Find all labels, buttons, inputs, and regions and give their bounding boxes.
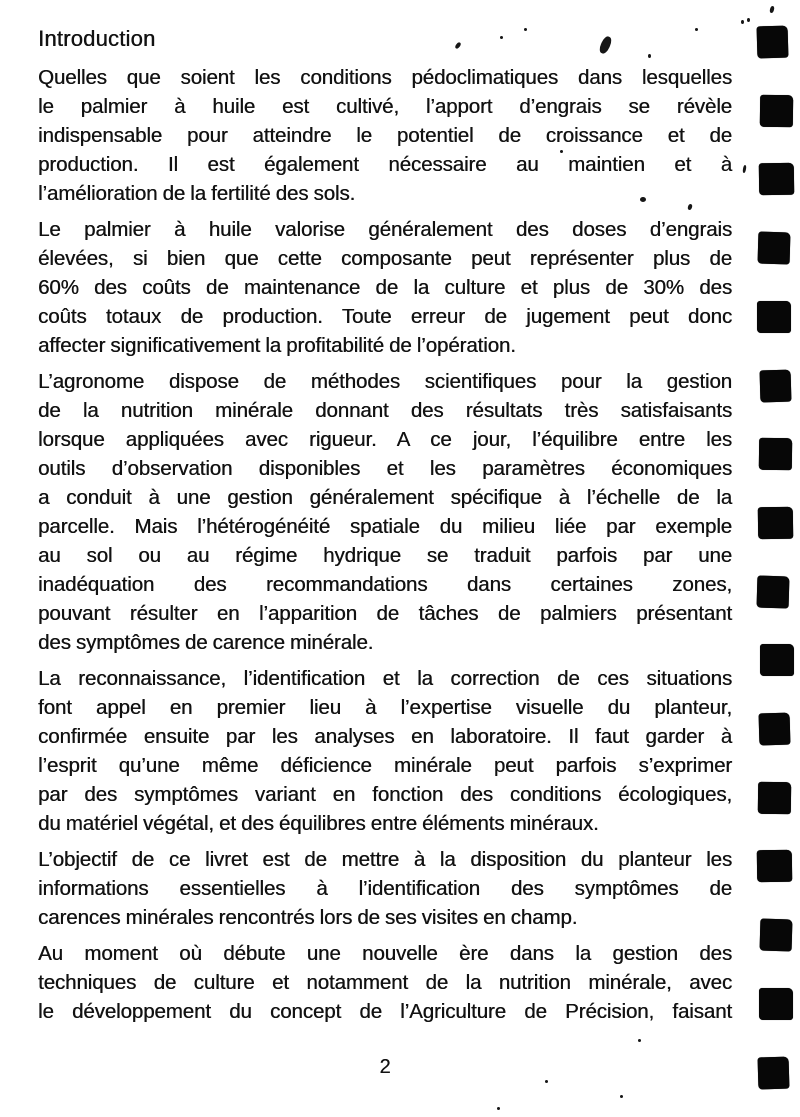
binding-mark — [757, 850, 792, 882]
binding-mark — [758, 232, 791, 265]
binding-mark — [758, 782, 791, 814]
text-line: outils d’observation disponibles et les paramètres économiques — [38, 457, 732, 480]
text-line: Quelles que soient les conditions pédoclimatiques dans lesquelles — [38, 66, 732, 89]
scan-speck — [638, 1039, 641, 1042]
binding-mark — [759, 713, 791, 746]
text-line: le palmier à huile est cultivé, l’apport d’engrais se révèle — [38, 95, 732, 118]
text-line: le développement du concept de l’Agriculture de Précision, faisant — [38, 1000, 732, 1023]
text-line: élevées, si bien que cette composante peut représenter plus de — [38, 247, 732, 270]
text-line: de la nutrition minérale donnant des résultats très satisfaisants — [38, 399, 732, 422]
binding-mark — [760, 644, 794, 676]
text-line: affecter significativement la profitabilité de l’opération. — [38, 334, 516, 357]
binding-mark — [758, 1057, 790, 1090]
text-line: carences minérales rencontrés lors de ses visites en champ. — [38, 906, 578, 929]
binding-mark — [758, 507, 793, 539]
scan-speck — [620, 1095, 623, 1098]
binding-mark — [760, 370, 792, 403]
text-line: a conduit à une gestion généralement spécifique à l’échelle de la — [38, 486, 732, 509]
text-line: l’esprit qu’une même déficience minérale peut parfois s’exprimer — [38, 754, 732, 777]
text-line: l’amélioration de la fertilité des sols. — [38, 182, 356, 205]
binding-mark — [759, 163, 794, 195]
page-number: 2 — [379, 1056, 391, 1078]
scan-speck — [769, 6, 775, 14]
text-line: confirmée ensuite par les analyses en laboratoire. Il faut garder à — [38, 725, 732, 748]
text-line: 60% des coûts de maintenance de la culture et plus de 30% des — [38, 276, 732, 299]
text-line: La reconnaissance, l’identification et la correction de ces situations — [38, 667, 732, 690]
scan-speck — [742, 165, 746, 173]
binding-mark — [760, 95, 793, 127]
text-line: pouvant résulter en l’apparition de tâches de palmiers présentant — [38, 602, 732, 625]
text-line: par des symptômes variant en fonction des conditions écologiques, — [38, 783, 732, 806]
binding-mark — [757, 301, 791, 333]
text-line: au sol ou au régime hydrique se traduit parfois par une — [38, 544, 732, 567]
text-line: lorsque appliquées avec rigueur. A ce jour, l’équilibre entre les — [38, 428, 732, 451]
paragraph — [38, 664, 732, 838]
binding-mark — [759, 988, 793, 1020]
paragraph — [38, 939, 732, 1026]
paragraph — [38, 845, 732, 932]
text-line: L’agronome dispose de méthodes scientifiques pour la gestion — [38, 370, 732, 393]
text-line: parcelle. Mais l’hétérogénéité spatiale du milieu liée par exemple — [38, 515, 732, 538]
scan-speck — [545, 1080, 548, 1083]
text-line: L’objectif de ce livret est de mettre à la disposition du planteur les — [38, 848, 732, 871]
paragraph — [38, 367, 732, 657]
section-heading: Introduction — [38, 26, 156, 51]
text-line: indispensable pour atteindre le potentiel de croissance et de — [38, 124, 732, 147]
paragraph — [38, 63, 732, 208]
scan-speck — [741, 20, 744, 24]
paragraph — [38, 215, 732, 360]
binding-mark — [757, 576, 790, 609]
text-line: production. Il est également nécessaire au maintien et à — [38, 153, 732, 176]
text-line: Au moment où débute une nouvelle ère dans la gestion des — [38, 942, 732, 965]
text-block — [38, 24, 732, 1033]
text-line: inadéquation des recommandations dans certaines zones, — [38, 573, 732, 596]
binding-mark — [760, 919, 793, 952]
text-line: Le palmier à huile valorise généralement des doses d’engrais — [38, 218, 732, 241]
text-line: des symptômes de carence minérale. — [38, 631, 374, 654]
scan-speck — [747, 18, 750, 22]
paragraphs — [38, 63, 732, 1026]
text-line: coûts totaux de production. Toute erreur de jugement peut donc — [38, 305, 732, 328]
scan-speck — [497, 1107, 500, 1110]
text-line: du matériel végétal, et des équilibres entre éléments minéraux. — [38, 812, 599, 835]
text-line: informations essentielles à l’identification des symptômes de — [38, 877, 732, 900]
binding-mark — [757, 26, 789, 59]
binding-mark — [759, 438, 792, 470]
text-line: font appel en premier lieu à l’expertise visuelle du planteur, — [38, 696, 732, 719]
text-line: techniques de culture et notamment de la nutrition minérale, avec — [38, 971, 732, 994]
